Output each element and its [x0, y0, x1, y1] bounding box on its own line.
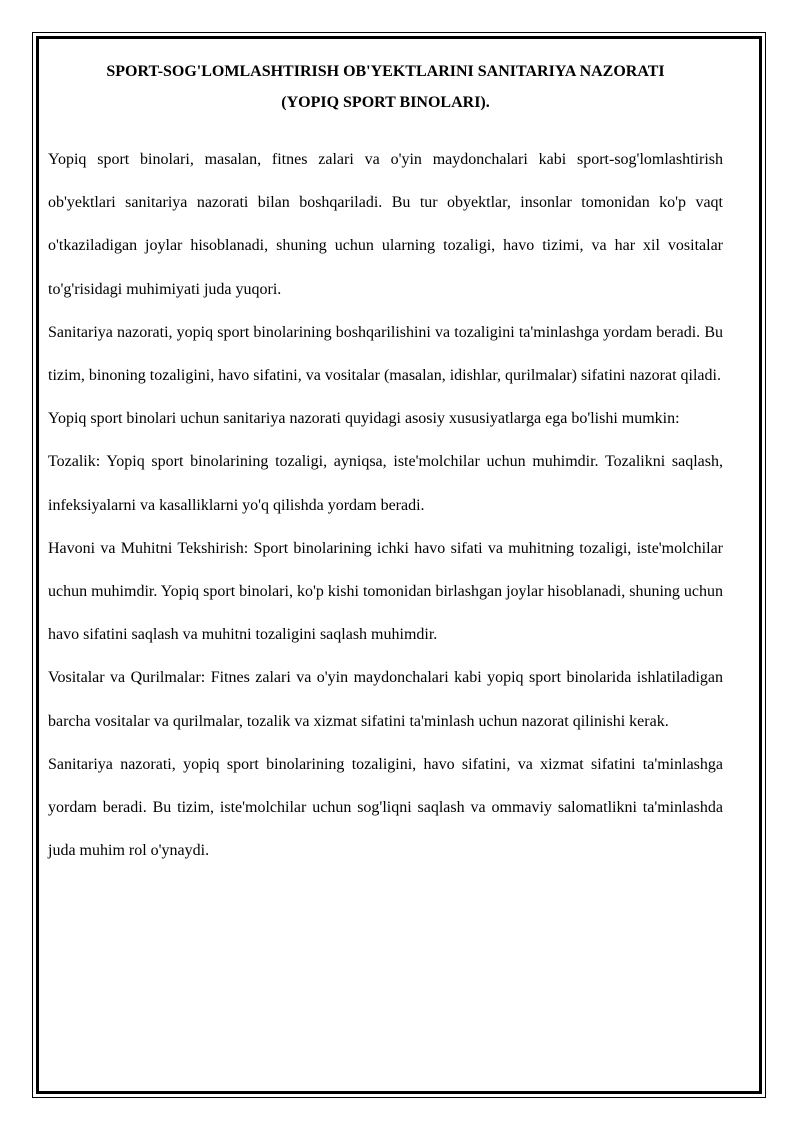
paragraph-intro: Yopiq sport binolari, masalan, fitnes zalari va o'yin maydonchalari kabi sport-sog'lomlashtirish ob'yektlari sanitariya nazorati bilan boshqariladi. Bu tur obyektlar, insonlar tomonidan ko'p vaqt o'tkaziladigan joylar hisoblanadi, shuning uchun ularning tozaligi, havo tizimi, va har xil vositalar to'g'risidagi muhimiyati juda yuqori.: [48, 151, 723, 298]
title-line-1: SPORT-SOG'LOMLASHTIRISH OB'YEKTLARINI SANITARIYA NAZORATI: [106, 63, 665, 80]
document-title: [48, 56, 723, 118]
paragraph-equipment: Vositalar va Qurilmalar: Fitnes zalari va o'yin maydonchalari kabi yopiq sport binolarida ishlatiladigan barcha vositalar va qurilmalar, tozalik va xizmat sifatini ta'minlash uchun nazorat qilinishi kerak.: [48, 669, 723, 730]
paragraph-sanitary-control: Sanitariya nazorati, yopiq sport binolarining boshqarilishini va tozaligini ta'minlashga yordam beradi. Bu tizim, binoning tozaligini, havo sifatini, va vositalar (masalan, idishlar, qurilmalar) sifatini nazorat qiladi.: [48, 323, 723, 385]
paragraph-conclusion: Sanitariya nazorati, yopiq sport binolarining tozaligini, havo sifatini, va xizmat sifatini ta'minlashga yordam beradi. Bu tizim, iste'molchilar uchun sog'liqni saqlash va ommaviy salomatlikni ta'minlashda juda muhim rol o'ynaydi.: [48, 755, 723, 860]
paragraph-air-environment: Havoni va Muhitni Tekshirish: Sport binolarining ichki havo sifati va muhitning tozaligi, iste'molchilar uchun muhimdir. Yopiq sport binolari, ko'p kishi tomonidan birlashgan joylar hisoblanadi, shuning uchun havo sifatini saqlash va muhitni tozaligini saqlash muhimdir.: [48, 539, 723, 644]
paragraph-features-lead: Yopiq sport binolari uchun sanitariya nazorati quyidagi asosiy xususiyatlarga ega bo'lishi mumkin:: [48, 410, 680, 428]
document-body: [48, 138, 723, 872]
document-content: [48, 56, 723, 872]
title-line-2: (YOPIQ SPORT BINOLARI).: [281, 94, 490, 111]
paragraph-cleanliness: Tozalik: Yopiq sport binolarining tozaligi, ayniqsa, iste'molchilar uchun muhimdir. Tozalikni saqlash, infeksiyalarni va kasalliklarni yo'q qilishda yordam beradi.: [48, 453, 723, 514]
